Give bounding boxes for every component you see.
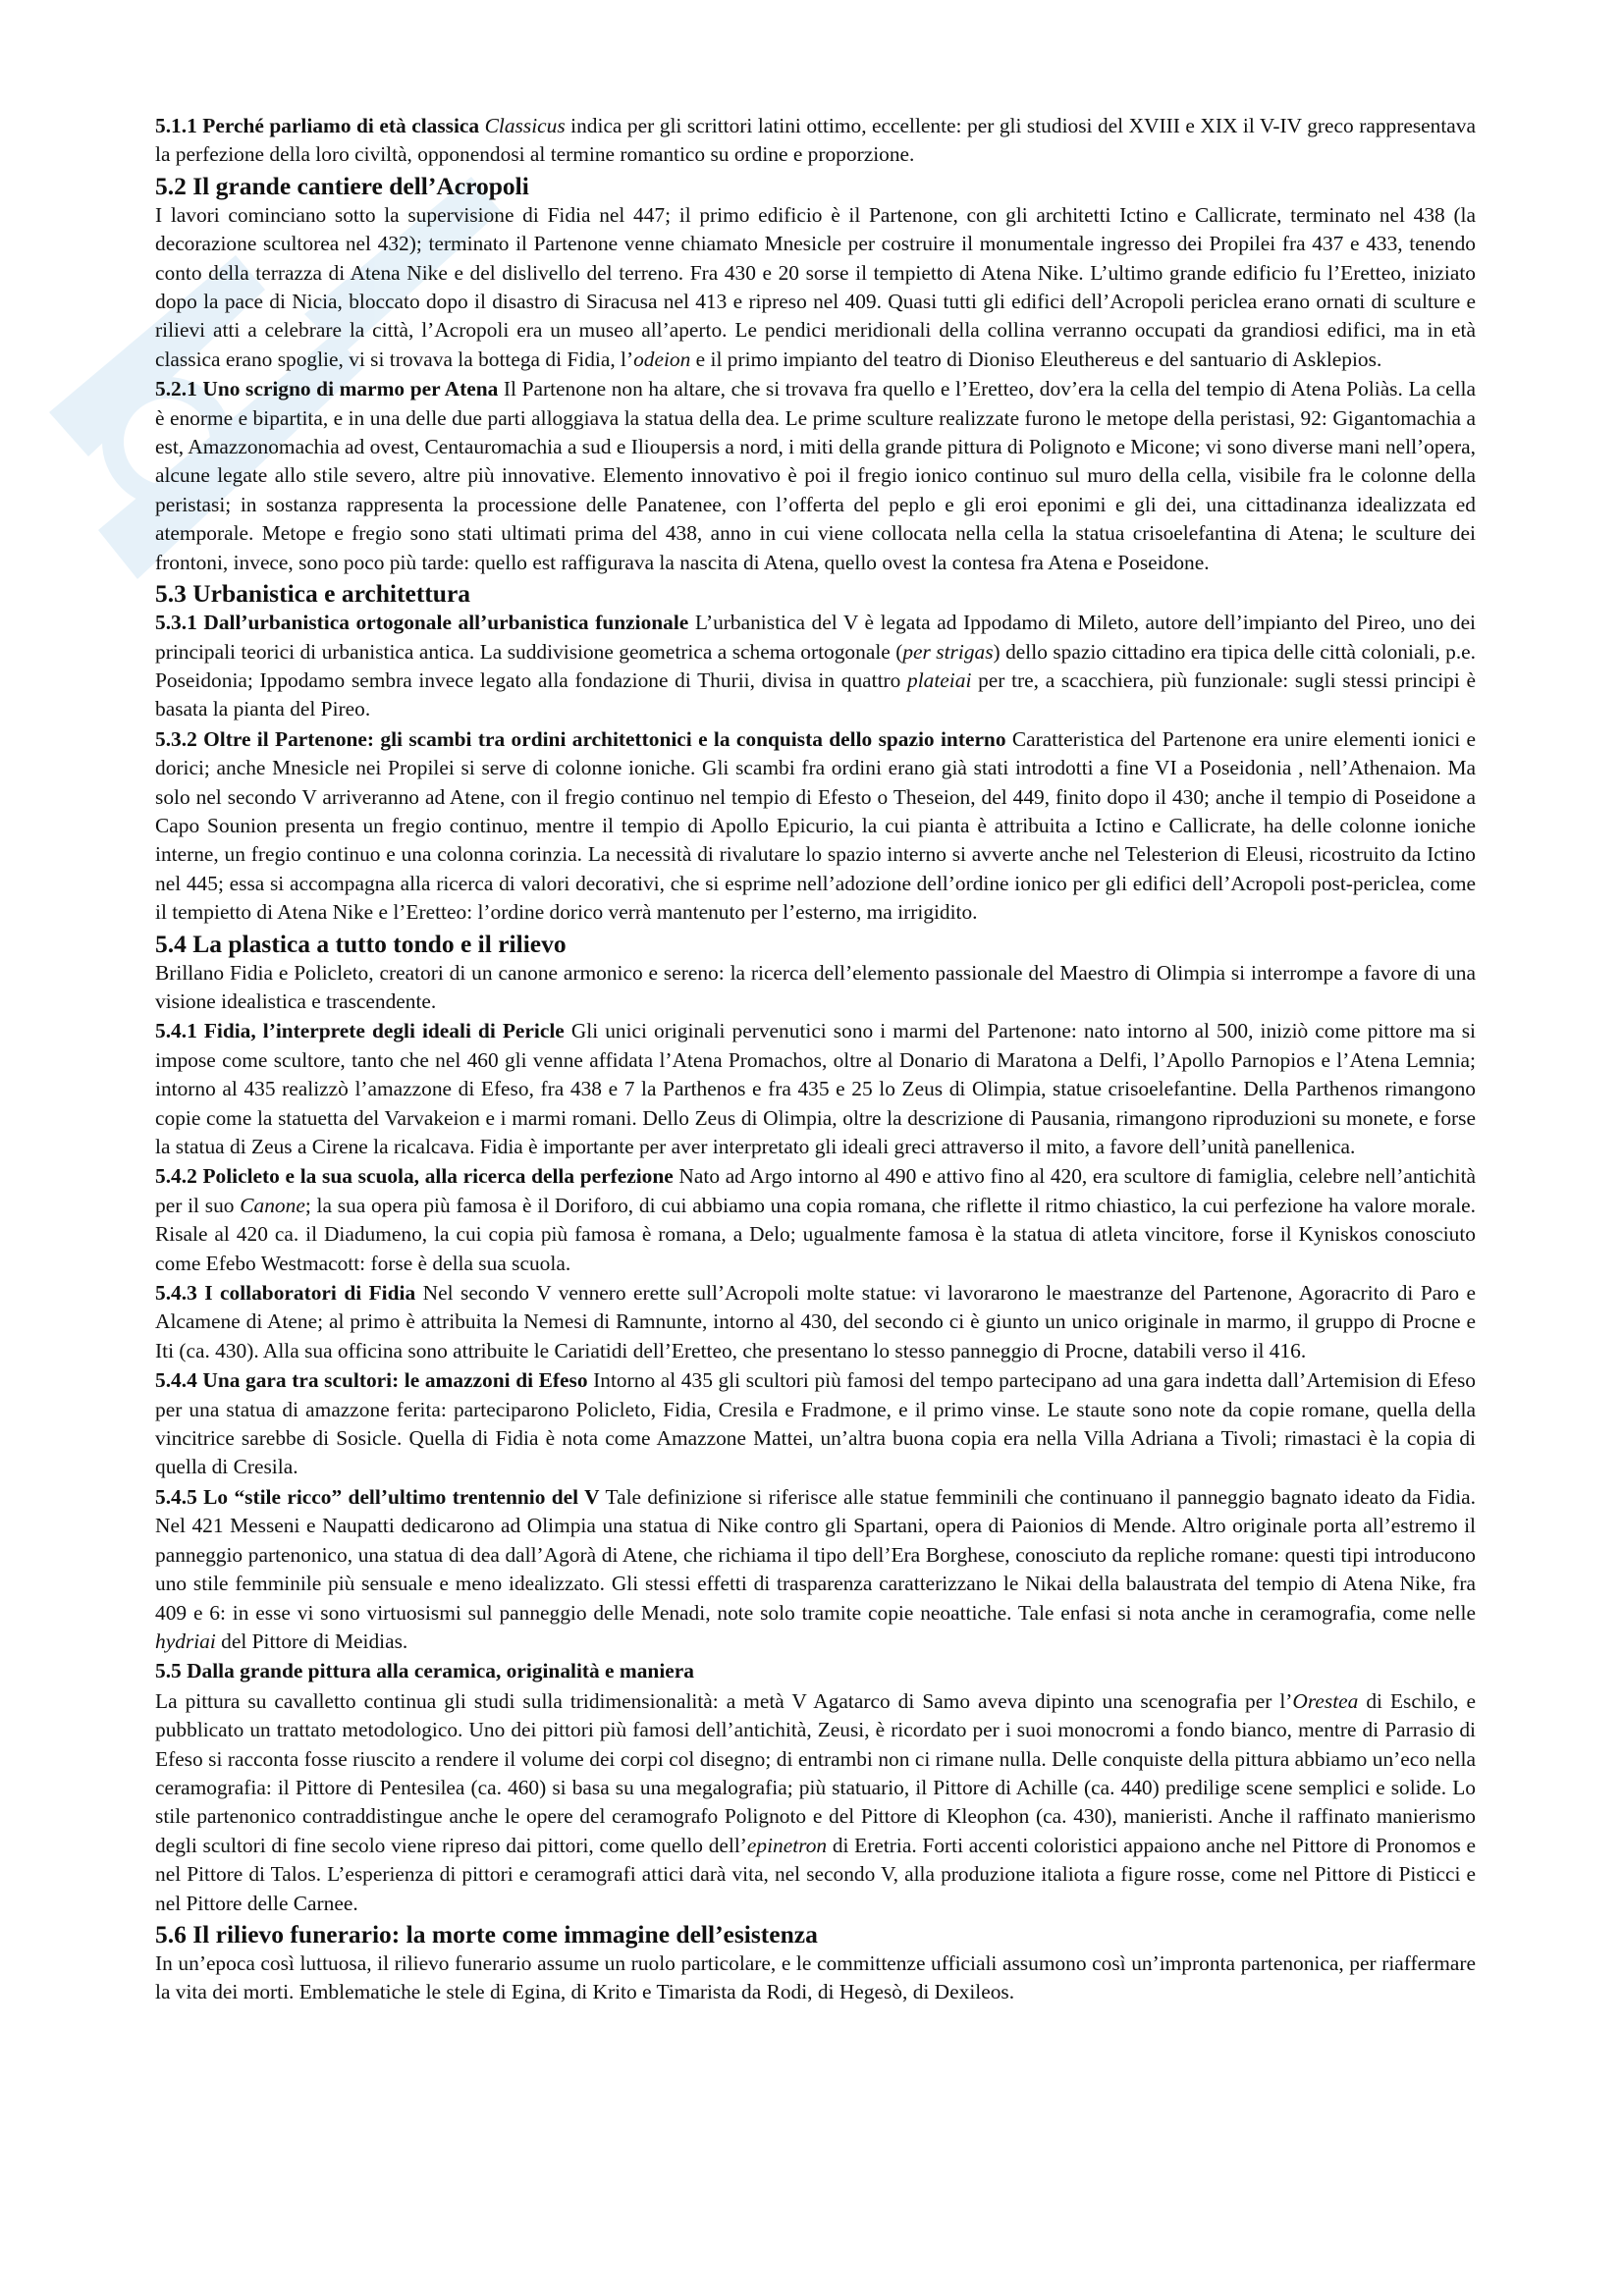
subsection-paragraph — [155, 1483, 1476, 1656]
italic-term: per strigas — [902, 639, 994, 664]
subsection-paragraph — [155, 1366, 1476, 1482]
italic-term: Classicus — [484, 114, 566, 137]
subsection-paragraph — [155, 1162, 1476, 1278]
text-run: per tre, a scacchiera, più funzionale: sugli stessi principi è basata la pianta del Pireo. — [155, 667, 1476, 721]
text-run: ; la sua opera più famosa è il Doriforo, di cui abbiamo una copia romana, che riflette il ritmo chiastico, la cui perfezione ha valore morale. Risale al 420 ca. il Diadumeno, la cui copia più famosa è romana, a Delo; ugualmente famosa è la statua di atleta vincitore, forse il Kyniskos conosciuto come Efebo Westmacott: forse è della sua scuola. — [155, 1193, 1476, 1275]
subsection-heading: 5.4.1 Fidia, l’interprete degli ideali di Pericle — [155, 1019, 565, 1043]
subsection-paragraph — [155, 1017, 1476, 1161]
text-run: Intorno al 435 gli scultori più famosi del tempo partecipano ad una gara indetta dall’Artemision di Efeso per una statua di amazzone ferita: parteciparono Policleto, Fidia, Cresila e Fradmone, e il primo vinse. Le staute sono note da copie romane, quella della vincitrice sarebbe di Sosicle. Quella di Fidia è nota come Amazzone Mattei, un’altra buona copia era nella Villa Adriana a Tivoli; rimastaci è la copia di quella di Cresila. — [155, 1368, 1476, 1479]
paragraph — [155, 201, 1476, 374]
text-run: Gli unici originali pervenutici sono i marmi del Partenone: nato intorno al 500, iniziò come pittore ma si impose come scultore, tanto che nel 460 gli venne affidata l’Atena Promachos, oltre al Donario di Maratona a Delfi, l’Apollo Parnopios e l’Atena Lemnia; intorno al 435 realizzò l’amazzone di Efeso, fra 438 e 7 la Parthenos e fra 435 e 25 lo Zeus di Olimpia, statue crisoelefantine. Della Parthenos rimangono copie come la statuetta del Varvakeion e i marmi romani. Dello Zeus di Olimpia, oltre la descrizione di Pausania, rimangono riproduzioni su monete, e forse la statua di Zeus a Cirene la ricalcava. Fidia è importante per aver interpretato gli ideali greci attraverso il mito, a favore dell’unità panellenica. — [155, 1019, 1476, 1158]
text-run: Nel secondo V vennero erette sull’Acropoli molte statue: vi lavorarono le maestranze del Partenone, Agoracrito di Paro e Alcamene di Atene; al primo è attribuita la Nemesi di Ramnunte, intorno al 430, del secondo ci è giunto un unico originale in marmo, il gruppo di Procne e Iti (ca. 430). Alla sua officina sono attribuite le Cariatidi dell’Eretteo, che presentano lo stesso panneggio di Procne, databili verso il 416. — [155, 1281, 1476, 1362]
italic-term: epinetron — [746, 1833, 828, 1857]
text-run: di Eschilo, e pubblicato un trattato metodologico. Uno dei pittori più famosi dell’antichità, Zeusi, è ricordato per i suoi monocromi a fondo bianco, mentre di Parrasio di Efeso si racconta fosse riuscito a rendere il volume dei corpi col disegno; di entrambi non ci rimane nulla. Delle conquiste della pittura abbiamo un’eco nella ceramografia: il Pittore di Pentesilea (ca. 460) si basa su una megalografia; più statuario, il Pittore di Achille (ca. 440) predilige scene semplici e solide. Lo stile partenonico contraddistingue anche le opere del ceramografo Polignoto e del Pittore di Kleophon (ca. 430), manieristi. Anche il raffinato manierismo degli scultori di fine secolo viene ripreso dai pittori, come quello dell’ — [155, 1688, 1476, 1857]
italic-term: plateiai — [907, 667, 972, 692]
text-run: del Pittore di Meidias. — [215, 1629, 408, 1653]
section-heading: 5.3 Urbanistica e architettura — [155, 579, 471, 609]
subsection-heading: 5.1.1 Perché parliamo di età classica — [155, 114, 480, 137]
paragraph — [155, 1949, 1476, 2007]
subsection-heading: 5.4.4 Una gara tra scultori: le amazzoni di Efeso — [155, 1368, 588, 1393]
subsection-heading: 5.4.2 Policleto e la sua scuola, alla ricerca della perfezione — [155, 1164, 674, 1189]
text-run: Caratteristica del Partenone era unire elementi ionici e dorici; anche Mnesicle nei Propilei si serve di colonne ioniche. Gli scambi fra ordini erano già stati introdotti a fine VI a Poseidonia , nell’Athenaion. Ma solo nel secondo V arriveranno ad Atene, con il fregio continuo nel tempio di Efesto o Theseion, del 449, finito dopo il 430; anche il tempio di Poseidone a Capo Sounion presenta un fregio continuo, mentre il tempio di Apollo Epicurio, la cui pianta è attribuita a Ictino e Callicrate, ha delle colonne ioniche interne, un fregio continuo e una colonna corinzia. La necessità di rivalutare lo spazio interno si avverte anche nel Telesterion di Eleusi, ricostruito da Ictino nel 445; essa si accompagna alla ricerca di valori decorativi, che si esprime nell’adozione dell’ordine ionico per gli edifici dell’Acropoli post-periclea, come il tempietto di Atena Nike e l’Eretteo: l’ordine dorico verrà mantenuto per l’esterno, ma irrigidito. — [155, 726, 1476, 925]
subsection-paragraph — [155, 609, 1476, 724]
text-run: Brillano Fidia e Policleto, creatori di un canone armonico e sereno: la ricerca dell’elemento passionale del Maestro di Olimpia si interrompe a favore di una visione idealistica e trascendente. — [155, 960, 1476, 1013]
text-run: ) dello spazio cittadino era tipica delle città coloniali, p.e. Poseidonia; Ippodamo sembra invece legato alla fondazione di Thurii, divisa in quattro — [155, 639, 1477, 692]
paragraph — [155, 959, 1476, 1017]
text-run: Nato ad Argo intorno al 490 e attivo fino al 420, era scultore di famiglia, celebre nell’antichità per il suo — [155, 1164, 1476, 1217]
subsection-paragraph — [155, 1279, 1476, 1365]
text-run: e il primo impianto del teatro di Dioniso Eleuthereus e del santuario di Asklepios. — [690, 347, 1382, 371]
subsection-paragraph — [155, 112, 1476, 170]
text-run: indica per gli scrittori latini ottimo, eccellente: per gli studiosi del XVIII e XIX il V-IV greco rappresentava la perfezione della loro civiltà, opponendosi al termine romantico su ordine e proporzione. — [155, 114, 1476, 167]
italic-term: Orestea — [1292, 1688, 1359, 1713]
text-run: In un’epoca così luttuosa, il rilievo funerario assume un ruolo particolare, e le committenze ufficiali assumono così un’impronta partenonica, per riaffermare la vita dei morti. Emblematiche le stele di Egina, di Krito e Timarista da Rodi, di Hegesò, di Dexileos. — [155, 1950, 1476, 2004]
subsection-heading: 5.4.5 Lo “stile ricco” dell’ultimo trentennio del V — [155, 1484, 600, 1509]
text-run: La pittura su cavalletto continua gli studi sulla tridimensionalità: a metà V Agatarco di Samo aveva dipinto una scenografia per l’ — [155, 1688, 1293, 1713]
subsection-heading: 5.3.1 Dall’urbanistica ortogonale all’urbanistica funzionale — [155, 611, 689, 635]
subsection-heading: 5.3.2 Oltre il Partenone: gli scambi tra ordini architettonici e la conquista dello spazio interno — [155, 726, 1006, 751]
italic-term: hydriai — [155, 1629, 216, 1653]
text-run: I lavori cominciano sotto la supervisione di Fidia nel 447; il primo edificio è il Partenone, con gli architetti Ictino e Callicrate, terminato nel 438 (la decorazione scultorea nel 432); terminato il Partenone venne chiamato Mnesicle per costruire il monumentale ingresso dei Propilei fra 437 e 433, tenendo conto della terrazza di Atena Nike e del dislivello del terreno. Fra 430 e 20 sorse il tempietto di Atena Nike. L’ultimo grande edificio fu l’Eretteo, iniziato dopo la pace di Nicia, bloccato dopo il disastro di Siracusa nel 413 e ripreso nel 409. Quasi tutti gli edifici dell’Acropoli periclea erano ornati di sculture e rilievi atti a celebrare la città, l’Acropoli era un museo all’aperto. Le pendici meridionali della collina verranno occupati da grandiosi edifici, ma in età classica erano spoglie, vi si trovava la bottega di Fidia, l’ — [155, 202, 1476, 371]
subsection-paragraph — [155, 375, 1476, 577]
italic-term: odeion — [633, 347, 691, 371]
subsection-paragraph — [155, 725, 1476, 928]
text-run: L’urbanistica del V è legata ad Ippodamo di Mileto, autore dell’impianto del Pireo, uno dei principali teorici di urbanistica antica. La suddivisione geometrica a schema ortogonale ( — [155, 611, 1477, 664]
italic-term: Canone — [240, 1193, 305, 1217]
paragraph — [155, 1687, 1476, 1918]
subsection-heading: 5.4.3 I collaboratori di Fidia — [155, 1281, 416, 1306]
subsection-heading: 5.5 Dalla grande pittura alla ceramica, originalità e maniera — [155, 1659, 694, 1683]
text-run: Tale definizione si riferisce alle statue femminili che continuano il panneggio bagnato ideato da Fidia. Nel 421 Messeni e Naupatti dedicarono ad Olimpia una statua di Nike contro gli Spartani, opera di Paionios di Mende. Altro originale porta all’estremo il panneggio partenonico, una statua di dea dall’Agorà di Atene, che richiama il tipo dell’Era Borghese, conosciuto da repliche romane: questi tipi introducono uno stile femminile più sensuale e meno idealizzato. Gli stessi effetti di trasparenza caratterizzano le Nikai della balaustrata del tempio di Atena Nike, fra 409 e 6: in esse vi sono virtuosismi sul panneggio delle Menadi, note solo tramite copie neoattiche. Tale enfasi si nota anche in ceramografia, come nelle — [155, 1484, 1477, 1625]
text-run: Il Partenone non ha altare, che si trovava fra quello e l’Eretteo, dov’era la cella del tempio di Atena Poliàs. La cella è enorme e bipartita, e in una delle due parti alloggiava la statua della dea. Le prime sculture realizzate furono le metope della peristasi, 92: Gigantomachia a est, Amazzonomachia ad ovest, Centauromachia a sud e Ilioupersis a nord, i miti della grande pittura di Polignoto e Micone; vi sono diverse mani nell’opera, alcune legate allo stile severo, altre più innovative. Elemento innovativo è poi il fregio ionico continuo sul muro della cella, visibile fra le colonne della peristasi; in sostanza rappresenta la processione delle Panatenee, con l’offerta del peplo e gli eroi eponimi e gli dei, una cittadinanza idealizzata ed atemporale. Metope e fregio sono stati ultimati prima del 438, anno in cui viene collocata nella cella la statua crisoelefantina di Atena; le sculture dei frontoni, invece, sono poco più tarde: quello est raffigurava la nascita di Atena, quello ovest la contesa fra Atena e Poseidone. — [155, 377, 1476, 574]
text-run: di Eretria. Forti accenti coloristici appaiono anche nel Pittore di Pronomos e nel Pittore di Talos. L’esperienza di pittori e ceramografi attici darà vita, nel secondo V, alla produzione italiota a figure rosse, come nel Pittore di Pisticci e nel Pittore delle Carnee. — [155, 1833, 1476, 1915]
section-heading: 5.4 La plastica a tutto tondo e il rilievo — [155, 929, 567, 958]
subsection-heading: 5.2.1 Uno scrigno di marmo per Atena — [155, 377, 499, 401]
section-heading: 5.2 Il grande cantiere dell’Acropoli — [155, 171, 529, 200]
document-body — [155, 112, 1476, 2008]
subsection-paragraph — [155, 1657, 1476, 1685]
section-heading: 5.6 Il rilievo funerario: la morte come immagine dell’esistenza — [155, 1919, 818, 1949]
